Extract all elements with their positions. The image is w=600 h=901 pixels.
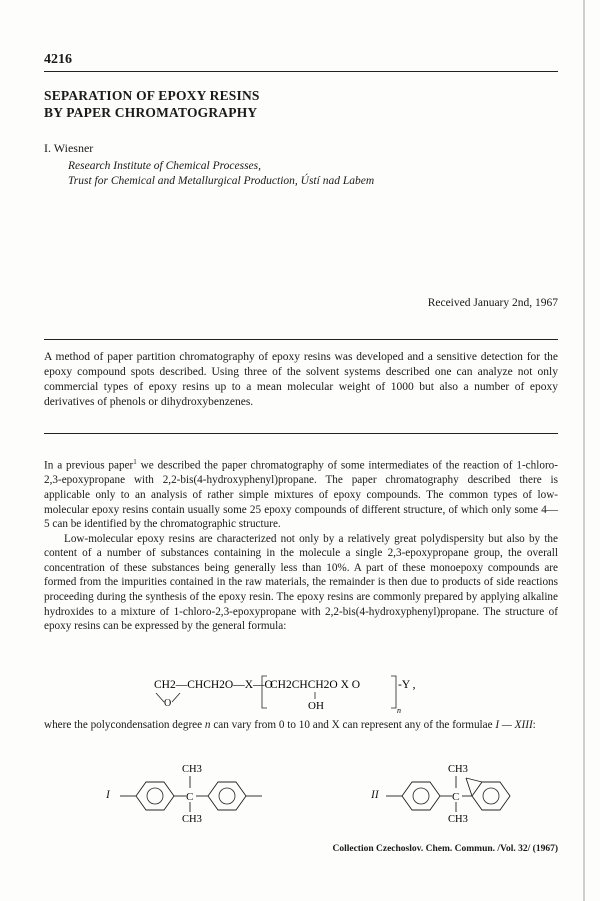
abstract: A method of paper partition chromatography of epoxy resins was developed and a sensitive detection for the epoxy compound spots described. Using three of the solvent systems described one can analyze not only commercial types of epoxy resins up to a mean molecular weight of 1000 but also a number of epoxy derivatives of phenols or dihydroxybenzenes. [44,351,558,408]
formula-repeat: CH2CHCH2O X O [270,679,361,691]
affiliation [68,159,374,189]
journal-footer: Collection Czechoslov. Chem. Commun. /Vol. 32/ (1967) [332,844,558,854]
header-rule [44,71,558,72]
body-text [44,455,558,634]
abstract-bottom-rule [44,433,558,434]
affiliation-line-1: Research Institute of Chemical Processes, [68,160,262,172]
where-range: I — XIII [495,719,533,731]
paragraph-1 [44,455,558,532]
structure-ii-center: C [452,791,460,803]
svg-text:O: O [164,698,172,709]
received-date: Received January 2nd, 1967 [427,297,558,309]
abstract-top-rule [44,339,558,340]
page-edge [583,0,585,901]
formula-explanation [44,718,558,733]
where-mid: can vary from 0 to 10 and X can represent any of the formulae [210,719,496,731]
structure-i-label: I [106,789,110,801]
affiliation-line-2: Trust for Chemical and Metallurgical Production, Ústí nad Labem [68,175,375,187]
author: I. Wiesner [44,141,94,155]
formula-oh: OH [308,700,324,712]
p1-start: In a previous paper [44,459,134,472]
structure-ii-bottom: CH3 [448,814,468,824]
formula-left: CH2—CHCH2O—X—O [154,679,273,691]
paper-page [44,0,558,901]
structure-i-bottom: CH3 [182,814,202,824]
where-start: where the polycondensation degree [44,719,205,731]
structure-i-top: CH3 [182,764,202,775]
structure-i-center: C [186,791,194,803]
page-number: 4216 [44,52,72,67]
structure-ii-label: II [371,789,379,801]
structure-i [120,756,270,824]
paragraph-2: Low-molecular epoxy resins are characterized not only by a relatively great polydispersity but also by the content of a number of substances containing in the molecule a single 2,3-epoxypropane group, the overall concentration of these substances being generally less than 10%. A part of these monoepoxy compounds are formed from the impurities contained in the raw materials, the remainder is then due to products of side reactions proceeding during the synthesis of the epoxy resin. The epoxy resins are commonly prepared by applying alkaline hydroxides to a mixture of 1-chloro-2,3-epoxypropane with 2,2-bis(4-hydroxyphenyl)propane. The structure of epoxy resins can be expressed by the general formula: [44,532,558,633]
title-line-2: BY PAPER CHROMATOGRAPHY [44,105,258,120]
general-formula [134,672,494,716]
structure-ii [386,756,536,824]
where-end: : [532,719,536,731]
structure-ii-top: CH3 [448,764,468,775]
p1-rest: we described the paper chromatography of some intermediates of the reaction of 1-chloro-2,3-epoxypropane with 2,2-bis(4-hydroxyphenyl)propane. The paper chromatography described there is applicable only to an analysis of rather simple mixtures of epoxy compounds. The common types of low-molecular epoxy resins contain usually some 25 epoxy compounds of different structure, of which only some 4— 5 can be identified by the chromatographic structure. [44,459,558,531]
formula-subscript: n [397,706,401,715]
formula-end: -Y , [398,679,416,691]
article-title [44,87,260,121]
where-n: n [204,719,211,731]
reference-mark: 1 [133,458,137,466]
title-line-1: SEPARATION OF EPOXY RESINS [44,88,260,103]
